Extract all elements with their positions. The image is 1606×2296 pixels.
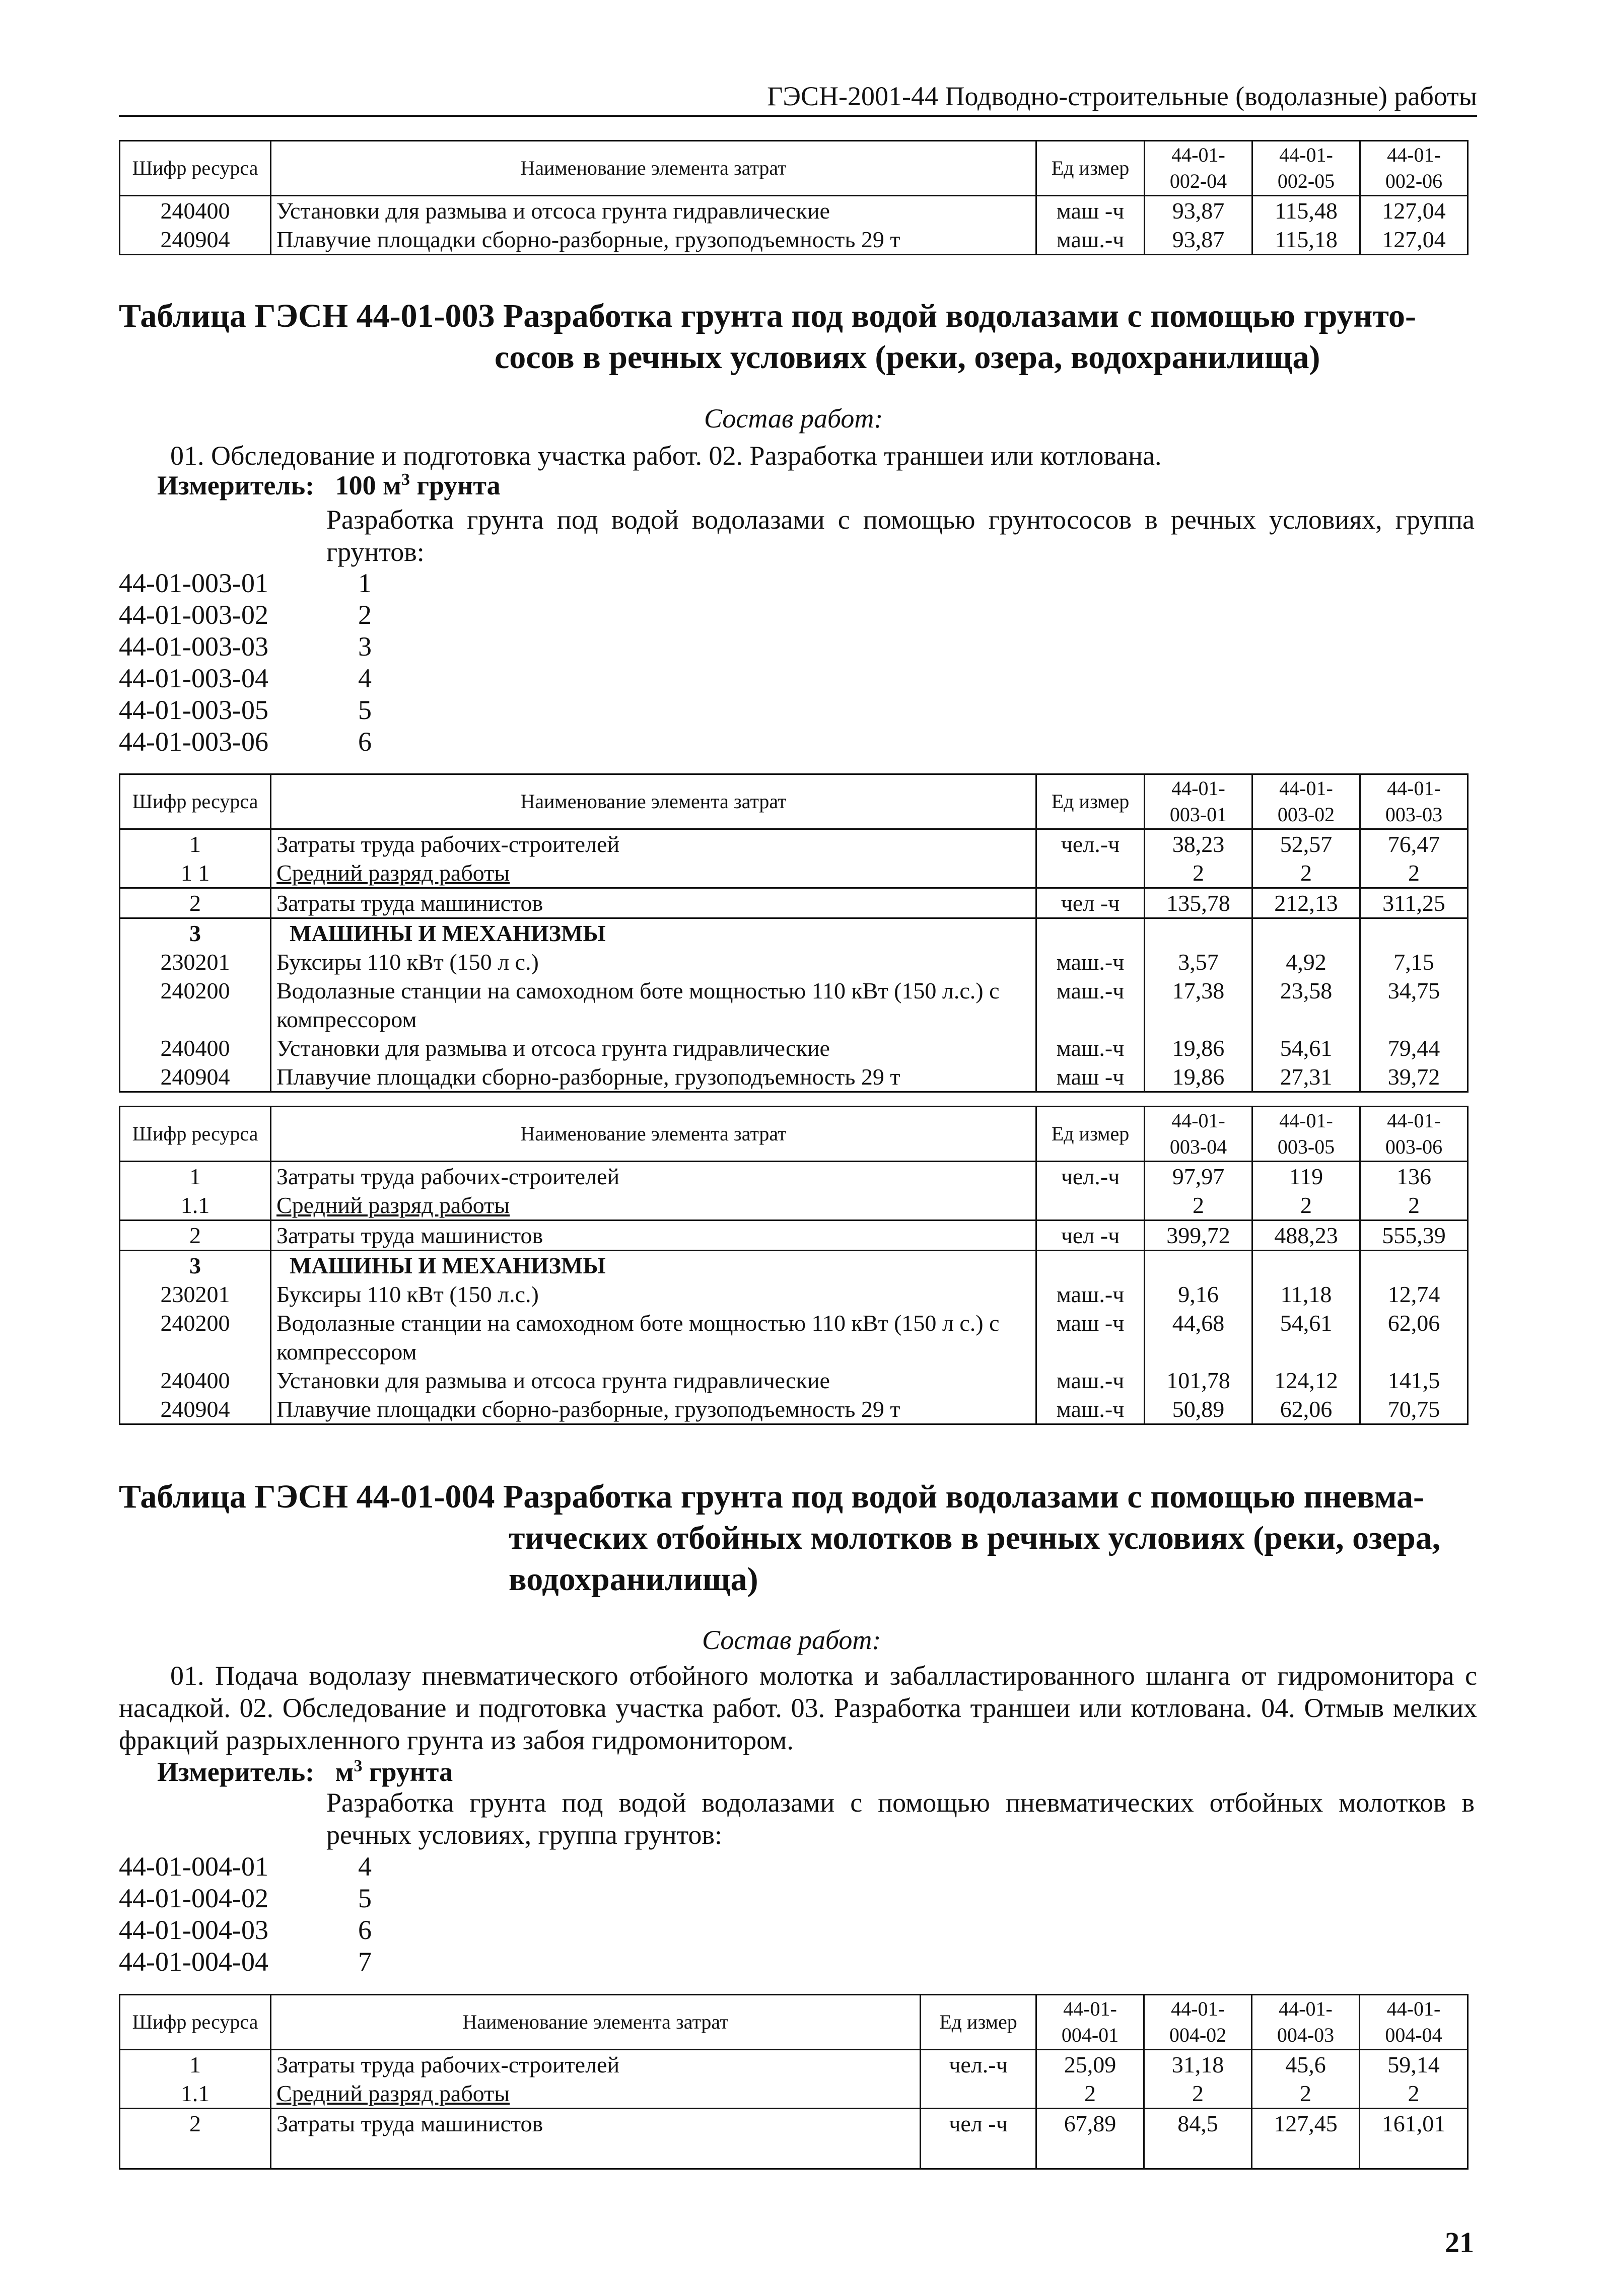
cost-item-name: Плавучие площадки сборно-разборные, грузоподъемность 29 т: [271, 1395, 1036, 1424]
table-row: [120, 1162, 1468, 1191]
resource-code: 230201: [120, 1280, 271, 1309]
group-description: Разработка грунта под водой водолазами с помощью пневматических отбойных молотков в речных условиях, группа грунтов:: [326, 1787, 1475, 1850]
unit: маш -ч: [1036, 196, 1145, 226]
norm-value: [1145, 918, 1252, 948]
norm-value: 555,39: [1360, 1221, 1468, 1251]
cost-item-name: Установки для размыва и отсоса грунта гидравлические: [271, 196, 1036, 226]
table-003-part1: [119, 773, 1469, 1093]
norm-value: 11,18: [1252, 1280, 1360, 1309]
code-list-004: [119, 1851, 471, 1978]
column-header: Шифр ресурса: [120, 1995, 271, 2050]
norm-value: 2: [1360, 2079, 1468, 2109]
norm-value: 141,5: [1360, 1366, 1468, 1395]
cost-item-name: Средний разряд работы: [271, 1191, 1036, 1221]
column-header: 44-01- 004-04: [1360, 1995, 1468, 2050]
table-row: [120, 918, 1468, 948]
norm-value: [1360, 1251, 1468, 1280]
column-header: 44-01- 003-06: [1360, 1107, 1468, 1162]
table-row: [120, 1395, 1468, 1424]
norm-code: 44-01-003-03: [119, 631, 268, 662]
column-header: 44-01- 003-02: [1252, 774, 1360, 829]
soil-group: 5: [358, 1883, 372, 1913]
table-row: [120, 858, 1468, 888]
norm-value: 79,44: [1360, 1034, 1468, 1062]
norm-value: 311,25: [1360, 888, 1468, 918]
column-header: Ед измер: [1036, 774, 1145, 829]
norm-value: 59,14: [1360, 2050, 1468, 2079]
table-row: [120, 976, 1468, 1034]
column-header: 44-01- 004-01: [1036, 1995, 1144, 2050]
table-004: [119, 1994, 1469, 2170]
cost-item-name: МАШИНЫ И МЕХАНИЗМЫ: [271, 918, 1036, 948]
cost-item-name: Средний разряд работы: [271, 2079, 921, 2109]
resource-code: 240400: [120, 1034, 271, 1062]
unit: маш.-ч: [1036, 976, 1145, 1034]
norm-value: 127,04: [1360, 196, 1468, 226]
norm-value: 119: [1252, 1162, 1360, 1191]
unit: [1036, 1191, 1145, 1221]
column-header: Наименование элемента затрат: [271, 1107, 1036, 1162]
unit: маш.-ч: [1036, 1395, 1145, 1424]
cost-item-name: Буксиры 110 кВт (150 л с.): [271, 948, 1036, 976]
norm-value: 17,38: [1145, 976, 1252, 1034]
table-003-title: Таблица ГЭСН 44-01-003 Разработка грунта под водой водолазами с помощью грунто-: [119, 298, 1416, 334]
composition-label: Состав работ:: [702, 1625, 881, 1655]
page-header: ГЭСН-2001-44 Подводно-строительные (водолазные) работы: [767, 81, 1477, 111]
table-row: [120, 1034, 1468, 1062]
norm-value: 76,47: [1360, 829, 1468, 859]
measure-label: Измеритель:: [157, 470, 315, 500]
norm-value: 31,18: [1144, 2050, 1252, 2079]
unit: маш.-ч: [1036, 1034, 1145, 1062]
column-header: Шифр ресурса: [120, 141, 271, 196]
cost-item-name: Затраты труда рабочих-строителей: [271, 1162, 1036, 1191]
unit: маш -ч: [1036, 1309, 1145, 1366]
unit: [921, 2079, 1036, 2109]
measure-value: 100 м: [335, 470, 401, 500]
soil-group: 6: [358, 727, 372, 757]
resource-code: 2: [120, 1221, 271, 1251]
measure-line: [157, 470, 501, 501]
table-row: [120, 1309, 1468, 1366]
table-row: [120, 225, 1468, 255]
resource-code: 1.1: [120, 1191, 271, 1221]
table-row: [120, 888, 1468, 918]
unit: чел -ч: [1036, 1221, 1145, 1251]
column-header: 44-01- 003-01: [1145, 774, 1252, 829]
norm-value: 39,72: [1360, 1062, 1468, 1092]
table-row: [120, 1062, 1468, 1092]
unit: маш.-ч: [1036, 1366, 1145, 1395]
measure-value: м: [335, 1757, 354, 1787]
resource-code: 1 1: [120, 858, 271, 888]
norm-value: 44,68: [1145, 1309, 1252, 1366]
table-row: [120, 1191, 1468, 1221]
code-row: [119, 631, 471, 663]
code-row: [119, 694, 471, 726]
norm-value: 19,86: [1145, 1062, 1252, 1092]
column-header: 44-01- 002-04: [1145, 141, 1252, 196]
norm-value: 135,78: [1145, 888, 1252, 918]
soil-group: 2: [358, 600, 372, 630]
norm-value: 2: [1144, 2079, 1252, 2109]
cost-item-name: Затраты труда машинистов: [271, 2109, 921, 2169]
cost-item-name: Средний разряд работы: [271, 858, 1036, 888]
norm-value: 50,89: [1145, 1395, 1252, 1424]
norm-value: 62,06: [1252, 1395, 1360, 1424]
norm-value: 399,72: [1145, 1221, 1252, 1251]
soil-group: 1: [358, 568, 372, 598]
resource-code: 240400: [120, 196, 271, 226]
resource-code: 240200: [120, 976, 271, 1034]
norm-value: 124,12: [1252, 1366, 1360, 1395]
norm-value: 23,58: [1252, 976, 1360, 1034]
norm-code: 44-01-003-01: [119, 568, 268, 598]
norm-value: 2: [1036, 2079, 1144, 2109]
code-row: [119, 1851, 471, 1883]
resource-code: 1: [120, 1162, 271, 1191]
soil-group: 4: [358, 663, 372, 693]
norm-value: 2: [1145, 1191, 1252, 1221]
table-row: [120, 2050, 1468, 2079]
norm-value: 45,6: [1252, 2050, 1360, 2079]
resource-code: 2: [120, 888, 271, 918]
column-header: Ед измер: [921, 1995, 1036, 2050]
norm-value: [1360, 918, 1468, 948]
norm-value: 38,23: [1145, 829, 1252, 859]
norm-value: 2: [1252, 2079, 1360, 2109]
code-row: [119, 567, 471, 599]
norm-value: 2: [1252, 1191, 1360, 1221]
unit: чел -ч: [1036, 888, 1145, 918]
cost-item-name: МАШИНЫ И МЕХАНИЗМЫ: [271, 1251, 1036, 1280]
norm-value: 2: [1145, 858, 1252, 888]
cost-item-name: Затраты труда машинистов: [271, 1221, 1036, 1251]
measure-tail: грунта: [362, 1757, 453, 1787]
table-row: [120, 1221, 1468, 1251]
unit: [1036, 858, 1145, 888]
table-004-title-cont: тических отбойных молотков в речных условиях (реки, озера,: [509, 1520, 1441, 1556]
column-header: 44-01- 003-03: [1360, 774, 1468, 829]
table-003-title-cont: сосов в речных условиях (реки, озера, водохранилища): [495, 339, 1320, 376]
norm-value: 93,87: [1145, 196, 1252, 226]
norm-code: 44-01-004-02: [119, 1883, 268, 1913]
norm-value: 488,23: [1252, 1221, 1360, 1251]
column-header: 44-01- 002-05: [1252, 141, 1360, 196]
norm-value: 34,75: [1360, 976, 1468, 1034]
unit: [1036, 1251, 1145, 1280]
norm-value: 4,92: [1252, 948, 1360, 976]
composition-text: 01. Обследование и подготовка участка работ. 02. Разработка траншеи или котлована.: [170, 441, 1162, 471]
resource-code: 1.1: [120, 2079, 271, 2109]
table-row: [120, 1366, 1468, 1395]
norm-value: 161,01: [1360, 2109, 1468, 2169]
measure-line: [157, 1756, 453, 1787]
norm-value: 212,13: [1252, 888, 1360, 918]
norm-code: 44-01-004-03: [119, 1915, 268, 1945]
norm-value: 12,74: [1360, 1280, 1468, 1309]
norm-value: [1145, 1251, 1252, 1280]
column-header: Ед измер: [1036, 141, 1145, 196]
unit: чел.-ч: [921, 2050, 1036, 2079]
group-description: Разработка грунта под водой водолазами с помощью грунтососов в речных условиях, группа грунтов:: [326, 505, 1475, 567]
resource-code: 1: [120, 2050, 271, 2079]
code-row: [119, 599, 471, 631]
column-header: Наименование элемента затрат: [271, 141, 1036, 196]
table-row: [120, 2079, 1468, 2109]
resource-code: 230201: [120, 948, 271, 976]
soil-group: 3: [358, 631, 372, 662]
column-header: 44-01- 003-04: [1145, 1107, 1252, 1162]
soil-group: 7: [358, 1947, 372, 1977]
unit: чел.-ч: [1036, 1162, 1145, 1191]
cost-item-name: Плавучие площадки сборно-разборные, грузоподъемность 29 т: [271, 225, 1036, 255]
cost-item-name: Буксиры 110 кВт (150 л.с.): [271, 1280, 1036, 1309]
norm-value: 7,15: [1360, 948, 1468, 976]
norm-value: 70,75: [1360, 1395, 1468, 1424]
column-header: 44-01- 004-02: [1144, 1995, 1252, 2050]
norm-value: 25,09: [1036, 2050, 1144, 2079]
resource-code: 1: [120, 829, 271, 859]
code-row: [119, 663, 471, 694]
norm-value: 84,5: [1144, 2109, 1252, 2169]
resource-code: 240400: [120, 1366, 271, 1395]
resource-code: 240904: [120, 225, 271, 255]
measure-sup: 3: [401, 470, 410, 489]
table-004-title: Таблица ГЭСН 44-01-004 Разработка грунта под водой водолазами с помощью пневма-: [119, 1478, 1424, 1515]
table-row: [120, 1280, 1468, 1309]
norm-code: 44-01-003-05: [119, 695, 268, 725]
norm-value: 2: [1360, 858, 1468, 888]
resource-code: 3: [120, 1251, 271, 1280]
page-number: 21: [1445, 2226, 1474, 2259]
norm-value: 19,86: [1145, 1034, 1252, 1062]
norm-value: 127,45: [1252, 2109, 1360, 2169]
norm-code: 44-01-003-04: [119, 663, 268, 693]
cost-item-name: Установки для размыва и отсоса грунта гидравлические: [271, 1034, 1036, 1062]
norm-value: 3,57: [1145, 948, 1252, 976]
norm-code: 44-01-003-02: [119, 600, 268, 630]
norm-value: 54,61: [1252, 1309, 1360, 1366]
column-header: Шифр ресурса: [120, 1107, 271, 1162]
norm-value: 27,31: [1252, 1062, 1360, 1092]
norm-value: 2: [1360, 1191, 1468, 1221]
norm-value: [1252, 1251, 1360, 1280]
composition-text: 01. Подача водолазу пневматического отбойного молотка и забалластированного шланга от гидромонитора с насадкой. 02. Обследование и подготовка участка работ. 03. Разработка траншеи или котлована. 04. Отмыв мелких фракций разрыхленного грунта из забоя гидромонитором.: [119, 1661, 1477, 1755]
column-header: 44-01- 002-06: [1360, 141, 1468, 196]
table-004-title-cont2: водохранилища): [509, 1561, 758, 1598]
composition-label: Состав работ:: [704, 403, 883, 434]
table-row: [120, 948, 1468, 976]
norm-code: 44-01-004-04: [119, 1947, 268, 1977]
unit: маш.-ч: [1036, 225, 1145, 255]
resource-code: 2: [120, 2109, 271, 2169]
norm-value: 54,61: [1252, 1034, 1360, 1062]
table-row: [120, 196, 1468, 226]
column-header: Ед измер: [1036, 1107, 1145, 1162]
cost-item-name: Плавучие площадки сборно-разборные, грузоподъемность 29 т: [271, 1062, 1036, 1092]
cost-item-name: Водолазные станции на самоходном боте мощностью 110 кВт (150 л с.) с компрессором: [271, 1309, 1036, 1366]
header-rule: [119, 115, 1477, 117]
code-row: [119, 726, 471, 758]
norm-value: 136: [1360, 1162, 1468, 1191]
unit: чел -ч: [921, 2109, 1036, 2169]
norm-value: [1252, 918, 1360, 948]
code-row: [119, 1883, 471, 1914]
measure-sup: 3: [354, 1757, 363, 1775]
unit: маш.-ч: [1036, 1280, 1145, 1309]
cost-item-name: Водолазные станции на самоходном боте мощностью 110 кВт (150 л.с.) с компрессором: [271, 976, 1036, 1034]
table-row: [120, 829, 1468, 859]
norm-value: 2: [1252, 858, 1360, 888]
unit: чел.-ч: [1036, 829, 1145, 859]
norm-value: 52,57: [1252, 829, 1360, 859]
soil-group: 5: [358, 695, 372, 725]
norm-code: 44-01-004-01: [119, 1851, 268, 1882]
soil-group: 4: [358, 1851, 372, 1882]
column-header: Наименование элемента затрат: [271, 774, 1036, 829]
code-row: [119, 1914, 471, 1946]
table-row: [120, 1251, 1468, 1280]
norm-value: 101,78: [1145, 1366, 1252, 1395]
cost-item-name: Установки для размыва и отсоса грунта гидравлические: [271, 1366, 1036, 1395]
table-002-continuation: [119, 140, 1469, 255]
soil-group: 6: [358, 1915, 372, 1945]
unit: маш -ч: [1036, 1062, 1145, 1092]
column-header: 44-01- 003-05: [1252, 1107, 1360, 1162]
table-003-part2: [119, 1106, 1469, 1425]
norm-value: 62,06: [1360, 1309, 1468, 1366]
code-row: [119, 1946, 471, 1978]
resource-code: 240904: [120, 1395, 271, 1424]
norm-value: 127,04: [1360, 225, 1468, 255]
cost-item-name: Затраты труда машинистов: [271, 888, 1036, 918]
resource-code: 3: [120, 918, 271, 948]
code-list-003: [119, 567, 471, 758]
cost-item-name: Затраты труда рабочих-строителей: [271, 2050, 921, 2079]
resource-code: 240904: [120, 1062, 271, 1092]
norm-code: 44-01-003-06: [119, 727, 268, 757]
column-header: Наименование элемента затрат: [271, 1995, 921, 2050]
norm-value: 93,87: [1145, 225, 1252, 255]
measure-label: Измеритель:: [157, 1757, 315, 1787]
column-header: Шифр ресурса: [120, 774, 271, 829]
norm-value: 115,48: [1252, 196, 1360, 226]
cost-item-name: Затраты труда рабочих-строителей: [271, 829, 1036, 859]
norm-value: 67,89: [1036, 2109, 1144, 2169]
norm-value: 9,16: [1145, 1280, 1252, 1309]
measure-tail: грунта: [409, 470, 501, 500]
resource-code: 240200: [120, 1309, 271, 1366]
table-row: [120, 2109, 1468, 2169]
column-header: 44-01- 004-03: [1252, 1995, 1360, 2050]
norm-value: 115,18: [1252, 225, 1360, 255]
unit: маш.-ч: [1036, 948, 1145, 976]
norm-value: 97,97: [1145, 1162, 1252, 1191]
unit: [1036, 918, 1145, 948]
